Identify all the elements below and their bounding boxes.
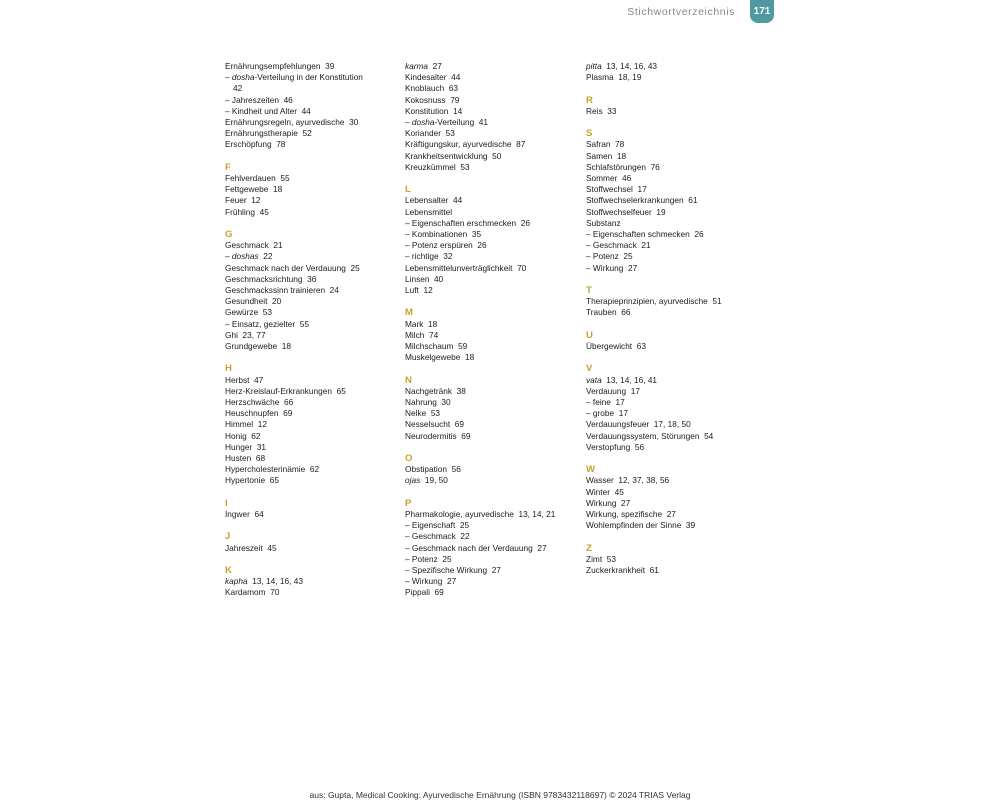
index-entry: Konstitution 14 (405, 105, 463, 116)
index-entry: Ghi 23, 77 (225, 329, 266, 340)
index-entry: Hypercholesterinämie 62 (225, 464, 320, 475)
index-entry: – Kindheit und Alter 44 (225, 105, 311, 116)
index-section-k (225, 565, 400, 599)
index-entry: Lebensmittelunverträglichkeit 70 (405, 262, 527, 273)
section-letter: P (405, 497, 412, 509)
index-entry: Kardamom 70 (225, 587, 280, 598)
index-entry: Therapieprinzipien, ayurvedische 51 (586, 296, 722, 307)
section-letter: G (225, 229, 233, 241)
index-section-p (405, 498, 580, 599)
index-entry: – Eigenschaft 25 (405, 520, 470, 531)
index-entry: Luft 12 (405, 285, 433, 296)
index-section-n (405, 375, 580, 442)
index-entry: pitta 13, 14, 16, 43 (586, 61, 658, 71)
section-letter: O (405, 453, 413, 465)
index-entry: Geschmack 21 (225, 240, 283, 251)
index-column-2 (405, 61, 580, 599)
index-entry: Koriander 53 (405, 128, 455, 139)
index-entry: – Geschmack nach der Verdauung 27 (405, 542, 547, 553)
index-entry: Sommer 46 (586, 173, 632, 183)
section-letter: N (405, 374, 412, 386)
index-section-h (225, 363, 400, 486)
index-entry: – Wirkung 27 (586, 262, 638, 273)
section-letter: V (586, 363, 593, 375)
index-section-r (586, 95, 761, 117)
index-entry: Hunger 31 (225, 441, 267, 452)
index-entry: Geschmacksrichtung 36 (225, 273, 317, 284)
section-letter: S (586, 128, 593, 140)
index-entry: Milchschaum 59 (405, 341, 468, 352)
index-entry: Trauben 66 (586, 307, 631, 318)
index-entry: Husten 68 (225, 453, 266, 464)
index-entry: Fehlverdauen 55 (225, 173, 290, 184)
index-entry: Verdauungssystem, Störungen 54 (586, 430, 714, 441)
page-number-badge: 171 (750, 0, 774, 23)
index-entry: Erschöpfung 78 (225, 139, 286, 150)
index-entry: Fettgewebe 18 (225, 184, 283, 195)
index-entry: Feuer 12 (225, 195, 261, 206)
index-entry: Pharmakologie, ayurvedische 13, 14, 21 (405, 509, 556, 520)
index-entry: Heuschnupfen 69 (225, 408, 293, 419)
index-entry: Ernährungsregeln, ayurvedische 30 (225, 117, 359, 128)
index-entry: Lebensalter 44 (405, 195, 463, 206)
index-section-s (586, 128, 761, 274)
index-section-t (586, 285, 761, 319)
index-entry: – dosha-Verteilung 41 (405, 117, 489, 128)
section-letter: R (586, 94, 593, 106)
index-entry: Knoblauch 63 (405, 83, 459, 94)
index-entry: – Eigenschaften erschmecken 26 (405, 217, 530, 228)
index-entry: – Geschmack 22 (405, 531, 470, 542)
index-entry: – Geschmack 21 (586, 240, 651, 251)
section-letter: I (225, 497, 228, 509)
index-entry: Herbst 47 (225, 374, 264, 385)
index-section-z (586, 543, 761, 577)
index-entry: Kindesalter 44 (405, 72, 461, 83)
index-section-j (225, 531, 400, 553)
index-entry: Plasma 18, 19 (586, 72, 642, 83)
index-entry: Verstopfung 56 (586, 441, 645, 452)
index-section-l (405, 184, 580, 296)
index-entry: Lebensmittel (405, 206, 453, 217)
index-entry: Wirkung, spezifische 27 (586, 509, 676, 520)
index-entry: – dosha-Verteilung in der Konstitution (225, 72, 363, 83)
index-section-w (586, 464, 761, 531)
section-letter: H (225, 363, 232, 375)
index-entry: Zuckerkrankheit 61 (586, 565, 659, 576)
index-entry: Verdauungsfeuer 17, 18, 50 (586, 419, 691, 430)
index-entry: – Spezifische Wirkung 27 (405, 565, 501, 576)
index-column-1 (225, 61, 400, 599)
index-entry: – Potenz 25 (405, 553, 452, 564)
index-entry: Kräftigungskur, ayurvedische 87 (405, 139, 526, 150)
index-entry: – Potenz 25 (586, 251, 633, 262)
index-column-3 (586, 61, 761, 576)
index-entry: Gesundheit 20 (225, 296, 282, 307)
index-entry: Verdauung 17 (586, 385, 640, 396)
index-entry: Winter 45 (586, 486, 624, 497)
index-entry: – Eigenschaften schmecken 26 (586, 229, 704, 240)
index-entry: Gewürze 53 (225, 307, 273, 318)
section-letter: U (586, 329, 593, 341)
index-entry: Kokosnuss 79 (405, 94, 460, 105)
index-entry: Jahreszeit 45 (225, 542, 277, 553)
index-entry: Stoffwechselfeuer 19 (586, 206, 666, 217)
section-letter: T (586, 285, 592, 297)
index-section-f (225, 162, 400, 218)
index-entry: Grundgewebe 18 (225, 341, 291, 352)
section-letter: F (225, 161, 231, 173)
index-entry: Honig 62 (225, 430, 261, 441)
index-entry: Ernährungsempfehlungen 39 (225, 61, 335, 71)
index-entry: Frühling 45 (225, 206, 269, 217)
index-entry: Kreuzkümmel 53 (405, 161, 470, 172)
index-entry: Herz-Kreislauf-Erkrankungen 65 (225, 385, 346, 396)
index-entry: ojas 19, 50 (405, 475, 448, 486)
index-section-continued (225, 61, 400, 151)
index-entry: Neurodermitis 69 (405, 430, 471, 441)
index-entry: – Potenz erspüren 26 (405, 240, 487, 251)
index-entry: Samen 18 (586, 150, 627, 161)
index-entry: Geschmack nach der Verdauung 25 (225, 262, 360, 273)
source-footer: aus: Gupta, Medical Cooking: Ayurvedische Ernährung (ISBN 9783432118697) © 2024 TRIAS Verlag (309, 790, 691, 800)
index-section-g (225, 229, 400, 352)
section-letter: L (405, 184, 411, 196)
index-section-continued (586, 61, 761, 83)
index-section-o (405, 453, 580, 487)
index-entry: Safran 78 (586, 139, 625, 150)
index-entry: Linsen 40 (405, 273, 444, 284)
index-entry: Muskelgewebe 18 (405, 352, 475, 363)
index-entry: Stoffwechsel 17 (586, 184, 647, 195)
index-entry: 42 (233, 83, 243, 94)
index-section-m (405, 307, 580, 363)
index-entry: Wirkung 27 (586, 497, 631, 508)
index-entry: – Einsatz, gezielter 55 (225, 318, 309, 329)
index-entry: Nesselsucht 69 (405, 419, 465, 430)
index-entry: Wasser 12, 37, 38, 56 (586, 475, 670, 486)
index-entry: Geschmackssinn trainieren 24 (225, 285, 339, 296)
index-section-u (586, 330, 761, 352)
index-entry: vata 13, 14, 16, 41 (586, 374, 658, 385)
index-entry: Substanz (586, 217, 621, 228)
index-entry: – grobe 17 (586, 408, 628, 419)
index-entry: Reis 33 (586, 105, 617, 116)
index-entry: Pippali 69 (405, 587, 444, 598)
index-entry: Zimt 53 (586, 553, 616, 564)
index-entry: Wohlempfinden der Sinne 39 (586, 520, 696, 531)
index-entry: – Jahreszeiten 46 (225, 94, 293, 105)
index-entry: – richtige 32 (405, 251, 453, 262)
index-entry: Nelke 53 (405, 408, 441, 419)
running-header-title: Stichwortverzeichnis (627, 6, 735, 18)
index-entry: Hypertonie 65 (225, 475, 279, 486)
index-entry: – Kombinationen 35 (405, 229, 482, 240)
index-entry: Himmel 12 (225, 419, 267, 430)
index-section-v (586, 363, 761, 453)
index-entry: – doshas 22 (225, 251, 273, 262)
index-entry: Herzschwäche 66 (225, 397, 294, 408)
index-entry: Ernährungstherapie 52 (225, 128, 312, 139)
index-entry: kapha 13, 14, 16, 43 (225, 576, 303, 587)
index-entry: Nahrung 30 (405, 397, 451, 408)
section-letter: K (225, 565, 232, 577)
index-entry: Krankheitsentwicklung 50 (405, 150, 502, 161)
section-letter: M (405, 307, 413, 319)
index-entry: Stoffwechselerkrankungen 61 (586, 195, 698, 206)
index-entry: Milch 74 (405, 329, 439, 340)
index-entry: – feine 17 (586, 397, 625, 408)
index-entry: Mark 18 (405, 318, 438, 329)
index-section-i (225, 498, 400, 520)
index-entry: Obstipation 56 (405, 464, 461, 475)
index-entry: Ingwer 64 (225, 509, 264, 520)
index-entry: – Wirkung 27 (405, 576, 457, 587)
section-letter: Z (586, 542, 592, 554)
index-entry: Übergewicht 63 (586, 341, 646, 352)
index-entry: Nachgetränk 38 (405, 385, 466, 396)
section-letter: J (225, 531, 231, 543)
section-letter: W (586, 464, 596, 476)
index-section-continued (405, 61, 580, 173)
index-entry: Schlafstörungen 76 (586, 161, 660, 172)
index-entry: karma 27 (405, 61, 442, 71)
